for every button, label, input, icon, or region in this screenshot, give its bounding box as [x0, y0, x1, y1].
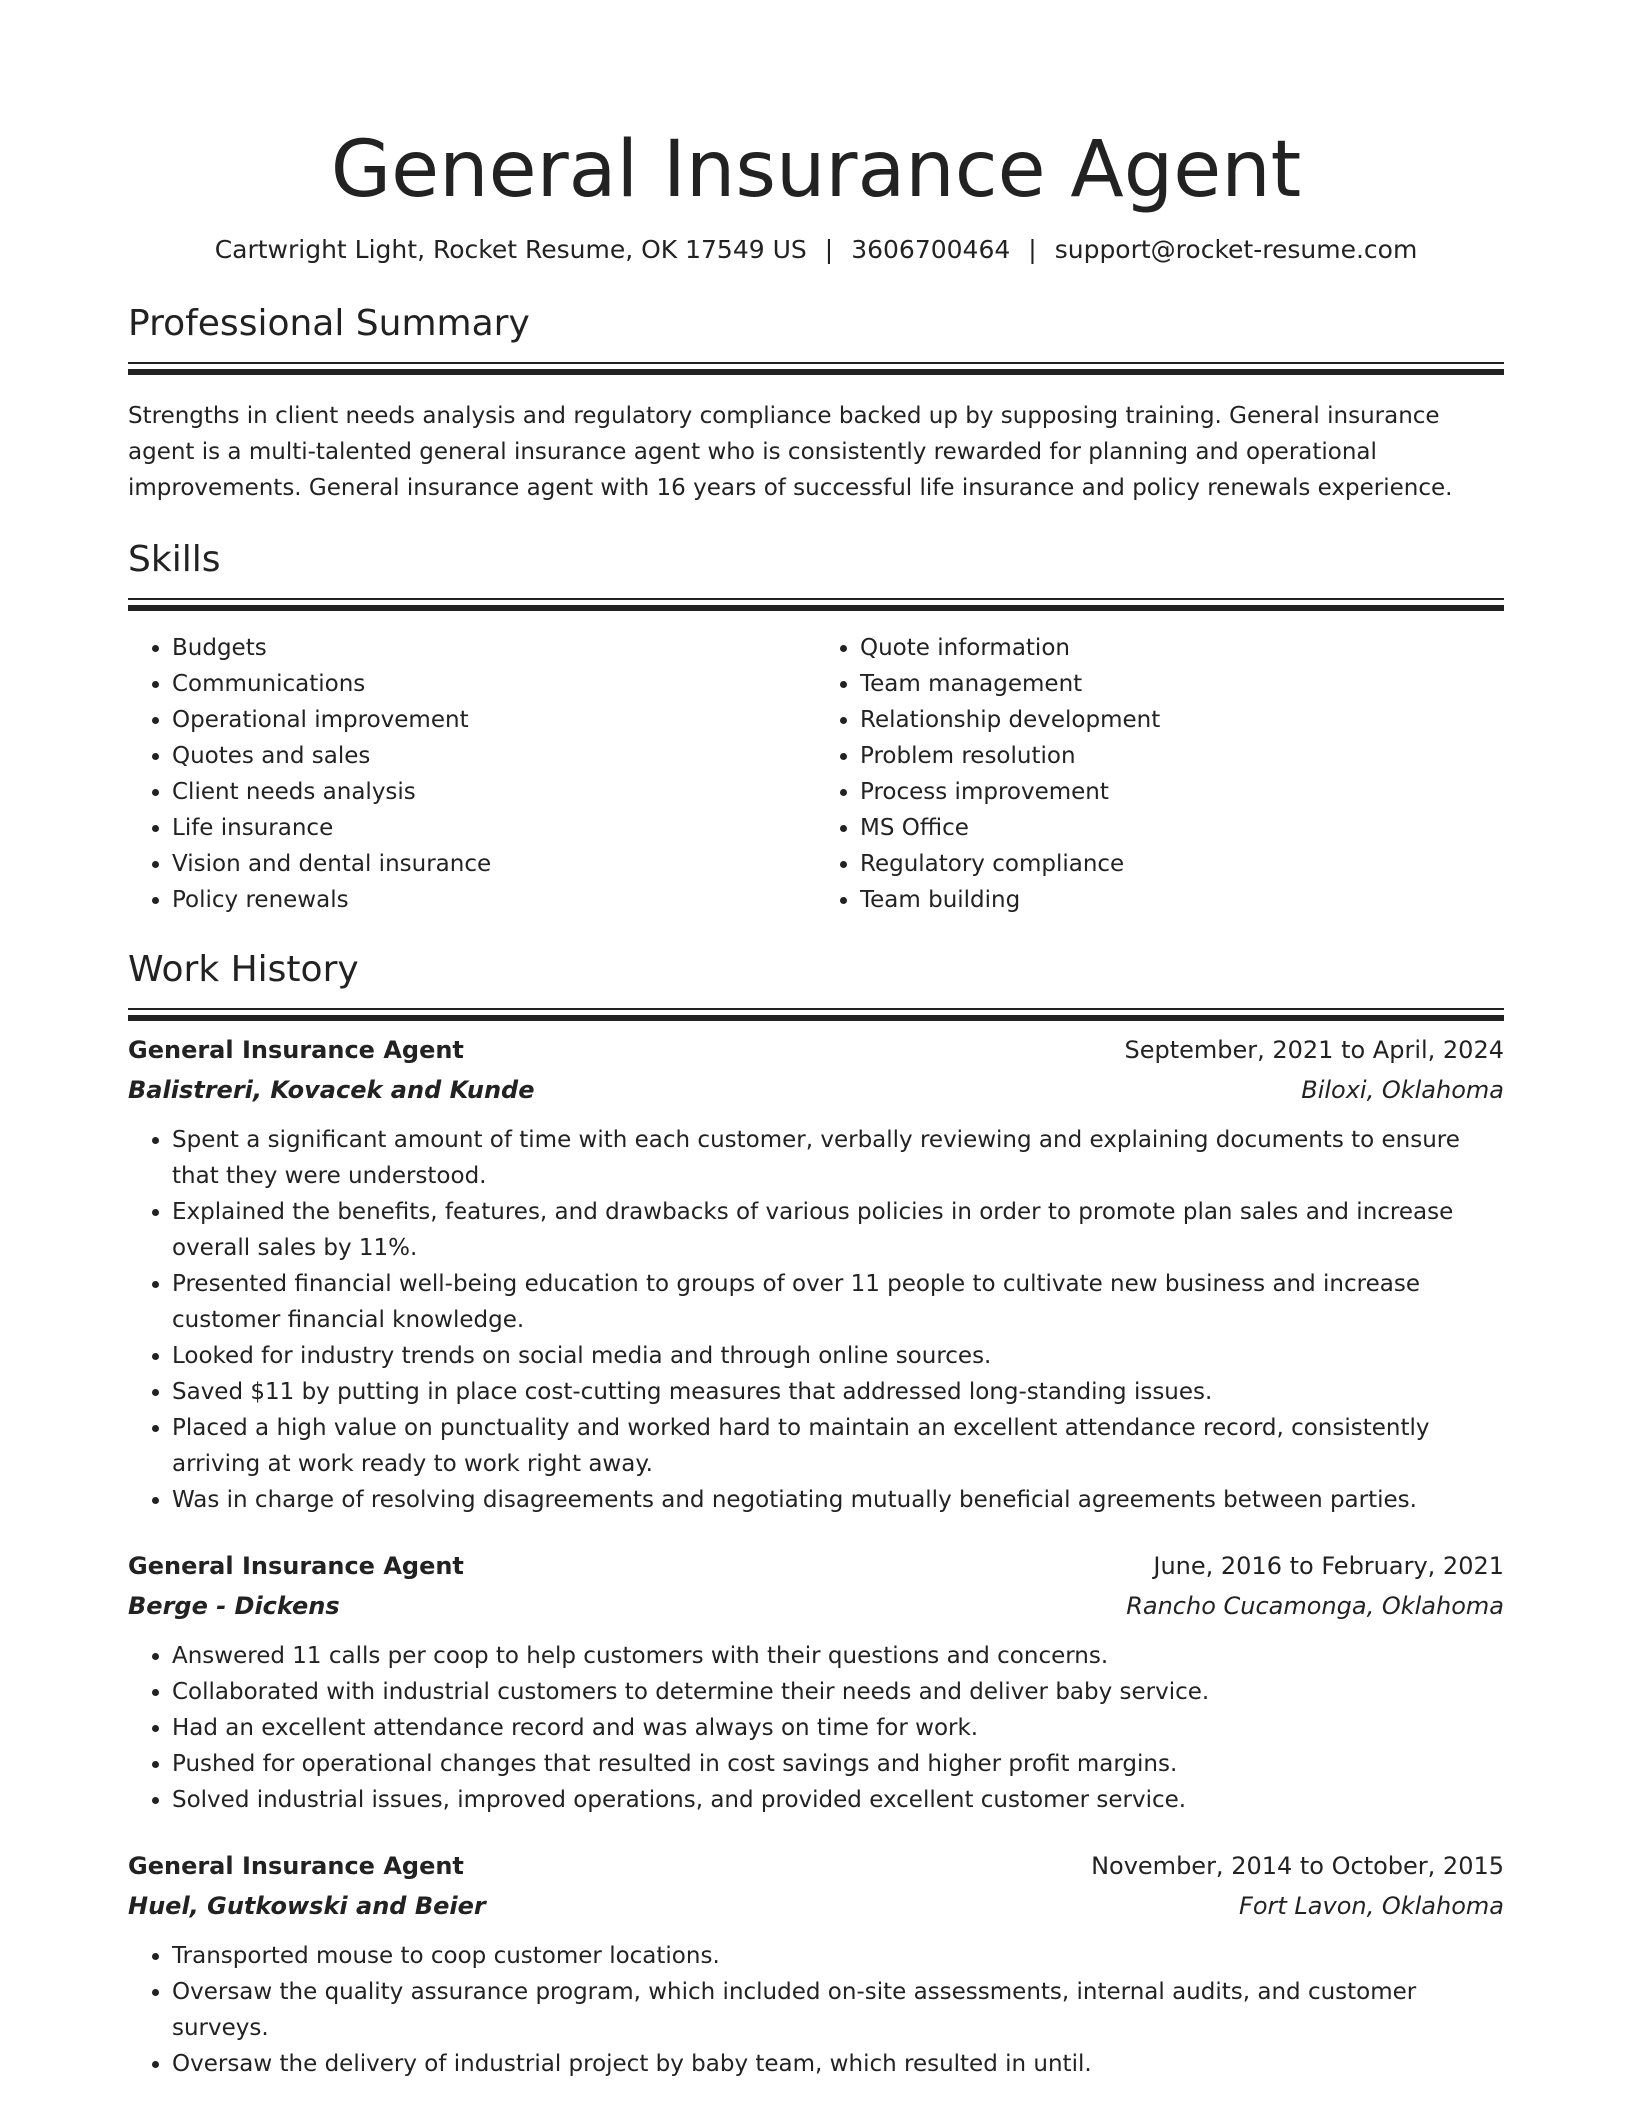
job-entry	[128, 1846, 1504, 2082]
skill-item: • Budgets	[172, 630, 816, 666]
skills-list-right	[816, 630, 1504, 918]
contact-address: Cartwright Light, Rocket Resume, OK 17549 US	[214, 235, 807, 264]
job-dates: September, 2021 to April, 2024	[1124, 1036, 1504, 1064]
job-bullet: • Had an excellent attendance record and was always on time for work.	[172, 1710, 1504, 1746]
job-dates: June, 2016 to February, 2021	[1153, 1552, 1504, 1580]
section-divider	[128, 362, 1504, 364]
job-bullet: • Answered 11 calls per coop to help customers with their questions and concerns.	[172, 1638, 1504, 1674]
job-bullet: • Was in charge of resolving disagreements and negotiating mutually beneficial agreements between parties.	[172, 1482, 1504, 1518]
job-bullets	[128, 1122, 1504, 1518]
job-bullet: • Collaborated with industrial customers to determine their needs and deliver baby service.	[172, 1674, 1504, 1710]
job-bullet: • Transported mouse to coop customer locations.	[172, 1938, 1504, 1974]
skill-item: • Communications	[172, 666, 816, 702]
job-subheader	[128, 1586, 1504, 1626]
job-bullet: • Placed a high value on punctuality and worked hard to maintain an excellent attendance record, consistently arriving at work ready to work right away.	[172, 1410, 1504, 1482]
skill-item: • Policy renewals	[172, 882, 816, 918]
job-bullets	[128, 1638, 1504, 1818]
job-header	[128, 1546, 1504, 1586]
skill-item: • Team management	[860, 666, 1504, 702]
summary-title: Professional Summary	[128, 303, 530, 344]
summary-text: Strengths in client needs analysis and regulatory compliance backed up by supposing training. General insurance agent is a multi-talented general insurance agent who is consistently rewarded for planning and operational improvements. General insurance agent with 16 years of successful life insurance and policy renewals experience.	[128, 403, 1453, 501]
job-entry	[128, 1030, 1504, 1518]
skill-item: • Process improvement	[860, 774, 1504, 810]
job-location: Rancho Cucamonga, Oklahoma	[1126, 1592, 1504, 1620]
job-bullet: • Spent a significant amount of time with each customer, verbally reviewing and explaining documents to ensure that they were understood.	[172, 1122, 1504, 1194]
skill-item: • Vision and dental insurance	[172, 846, 816, 882]
job-subheader	[128, 1886, 1504, 1926]
job-company: Berge - Dickens	[128, 1592, 340, 1620]
skill-item: • Quotes and sales	[172, 738, 816, 774]
job-bullets	[128, 1938, 1504, 2082]
job-bullet: • Saved $11 by putting in place cost-cutting measures that addressed long-standing issues.	[172, 1374, 1504, 1410]
job-title: General Insurance Agent	[128, 1852, 464, 1880]
job-location: Biloxi, Oklahoma	[1301, 1076, 1504, 1104]
section-divider	[128, 1008, 1504, 1010]
job-header	[128, 1846, 1504, 1886]
skill-item: • Regulatory compliance	[860, 846, 1504, 882]
job-title: General Insurance Agent	[128, 1036, 464, 1064]
job-bullet: • Oversaw the delivery of industrial project by baby team, which resulted in until.	[172, 2046, 1504, 2082]
job-company: Balistreri, Kovacek and Kunde	[128, 1076, 535, 1104]
contact-line	[128, 232, 1504, 268]
skills-columns	[128, 630, 1504, 918]
skill-item: • Problem resolution	[860, 738, 1504, 774]
contact-email: support@rocket-resume.com	[1054, 235, 1418, 264]
skill-item: • Team building	[860, 882, 1504, 918]
skill-item: • Operational improvement	[172, 702, 816, 738]
resume-page	[128, 0, 1504, 2082]
job-company: Huel, Gutkowski and Beier	[128, 1892, 486, 1920]
job-dates: November, 2014 to October, 2015	[1091, 1852, 1504, 1880]
skills-list-left	[128, 630, 816, 918]
job-bullet: • Pushed for operational changes that resulted in cost savings and higher profit margins.	[172, 1746, 1504, 1782]
skill-item: • Client needs analysis	[172, 774, 816, 810]
contact-phone: 3606700464	[851, 235, 1011, 264]
job-location: Fort Lavon, Oklahoma	[1239, 1892, 1504, 1920]
job-bullet: • Solved industrial issues, improved operations, and provided excellent customer service.	[172, 1782, 1504, 1818]
skills-section	[128, 536, 1504, 918]
job-bullet: • Looked for industry trends on social media and through online sources.	[172, 1338, 1504, 1374]
job-subheader	[128, 1070, 1504, 1110]
contact-separator: |	[1028, 235, 1037, 264]
job-header	[128, 1030, 1504, 1070]
resume-name: General Insurance Agent	[330, 125, 1302, 215]
skill-item: • Life insurance	[172, 810, 816, 846]
job-title: General Insurance Agent	[128, 1552, 464, 1580]
section-divider	[128, 598, 1504, 600]
job-entry	[128, 1546, 1504, 1818]
job-bullet: • Explained the benefits, features, and drawbacks of various policies in order to promote plan sales and increase overall sales by 11%.	[172, 1194, 1504, 1266]
skill-item: • MS Office	[860, 810, 1504, 846]
contact-separator: |	[824, 235, 834, 264]
skill-item: • Quote information	[860, 630, 1504, 666]
skills-title: Skills	[128, 539, 221, 580]
job-bullet: • Presented financial well-being education to groups of over 11 people to cultivate new business and increase customer financial knowledge.	[172, 1266, 1504, 1338]
work-section	[128, 946, 1504, 2082]
work-title: Work History	[128, 949, 359, 990]
job-bullet: • Oversaw the quality assurance program, which included on-site assessments, internal audits, and customer surveys.	[172, 1974, 1504, 2046]
skill-item: • Relationship development	[860, 702, 1504, 738]
summary-section	[128, 300, 1504, 506]
